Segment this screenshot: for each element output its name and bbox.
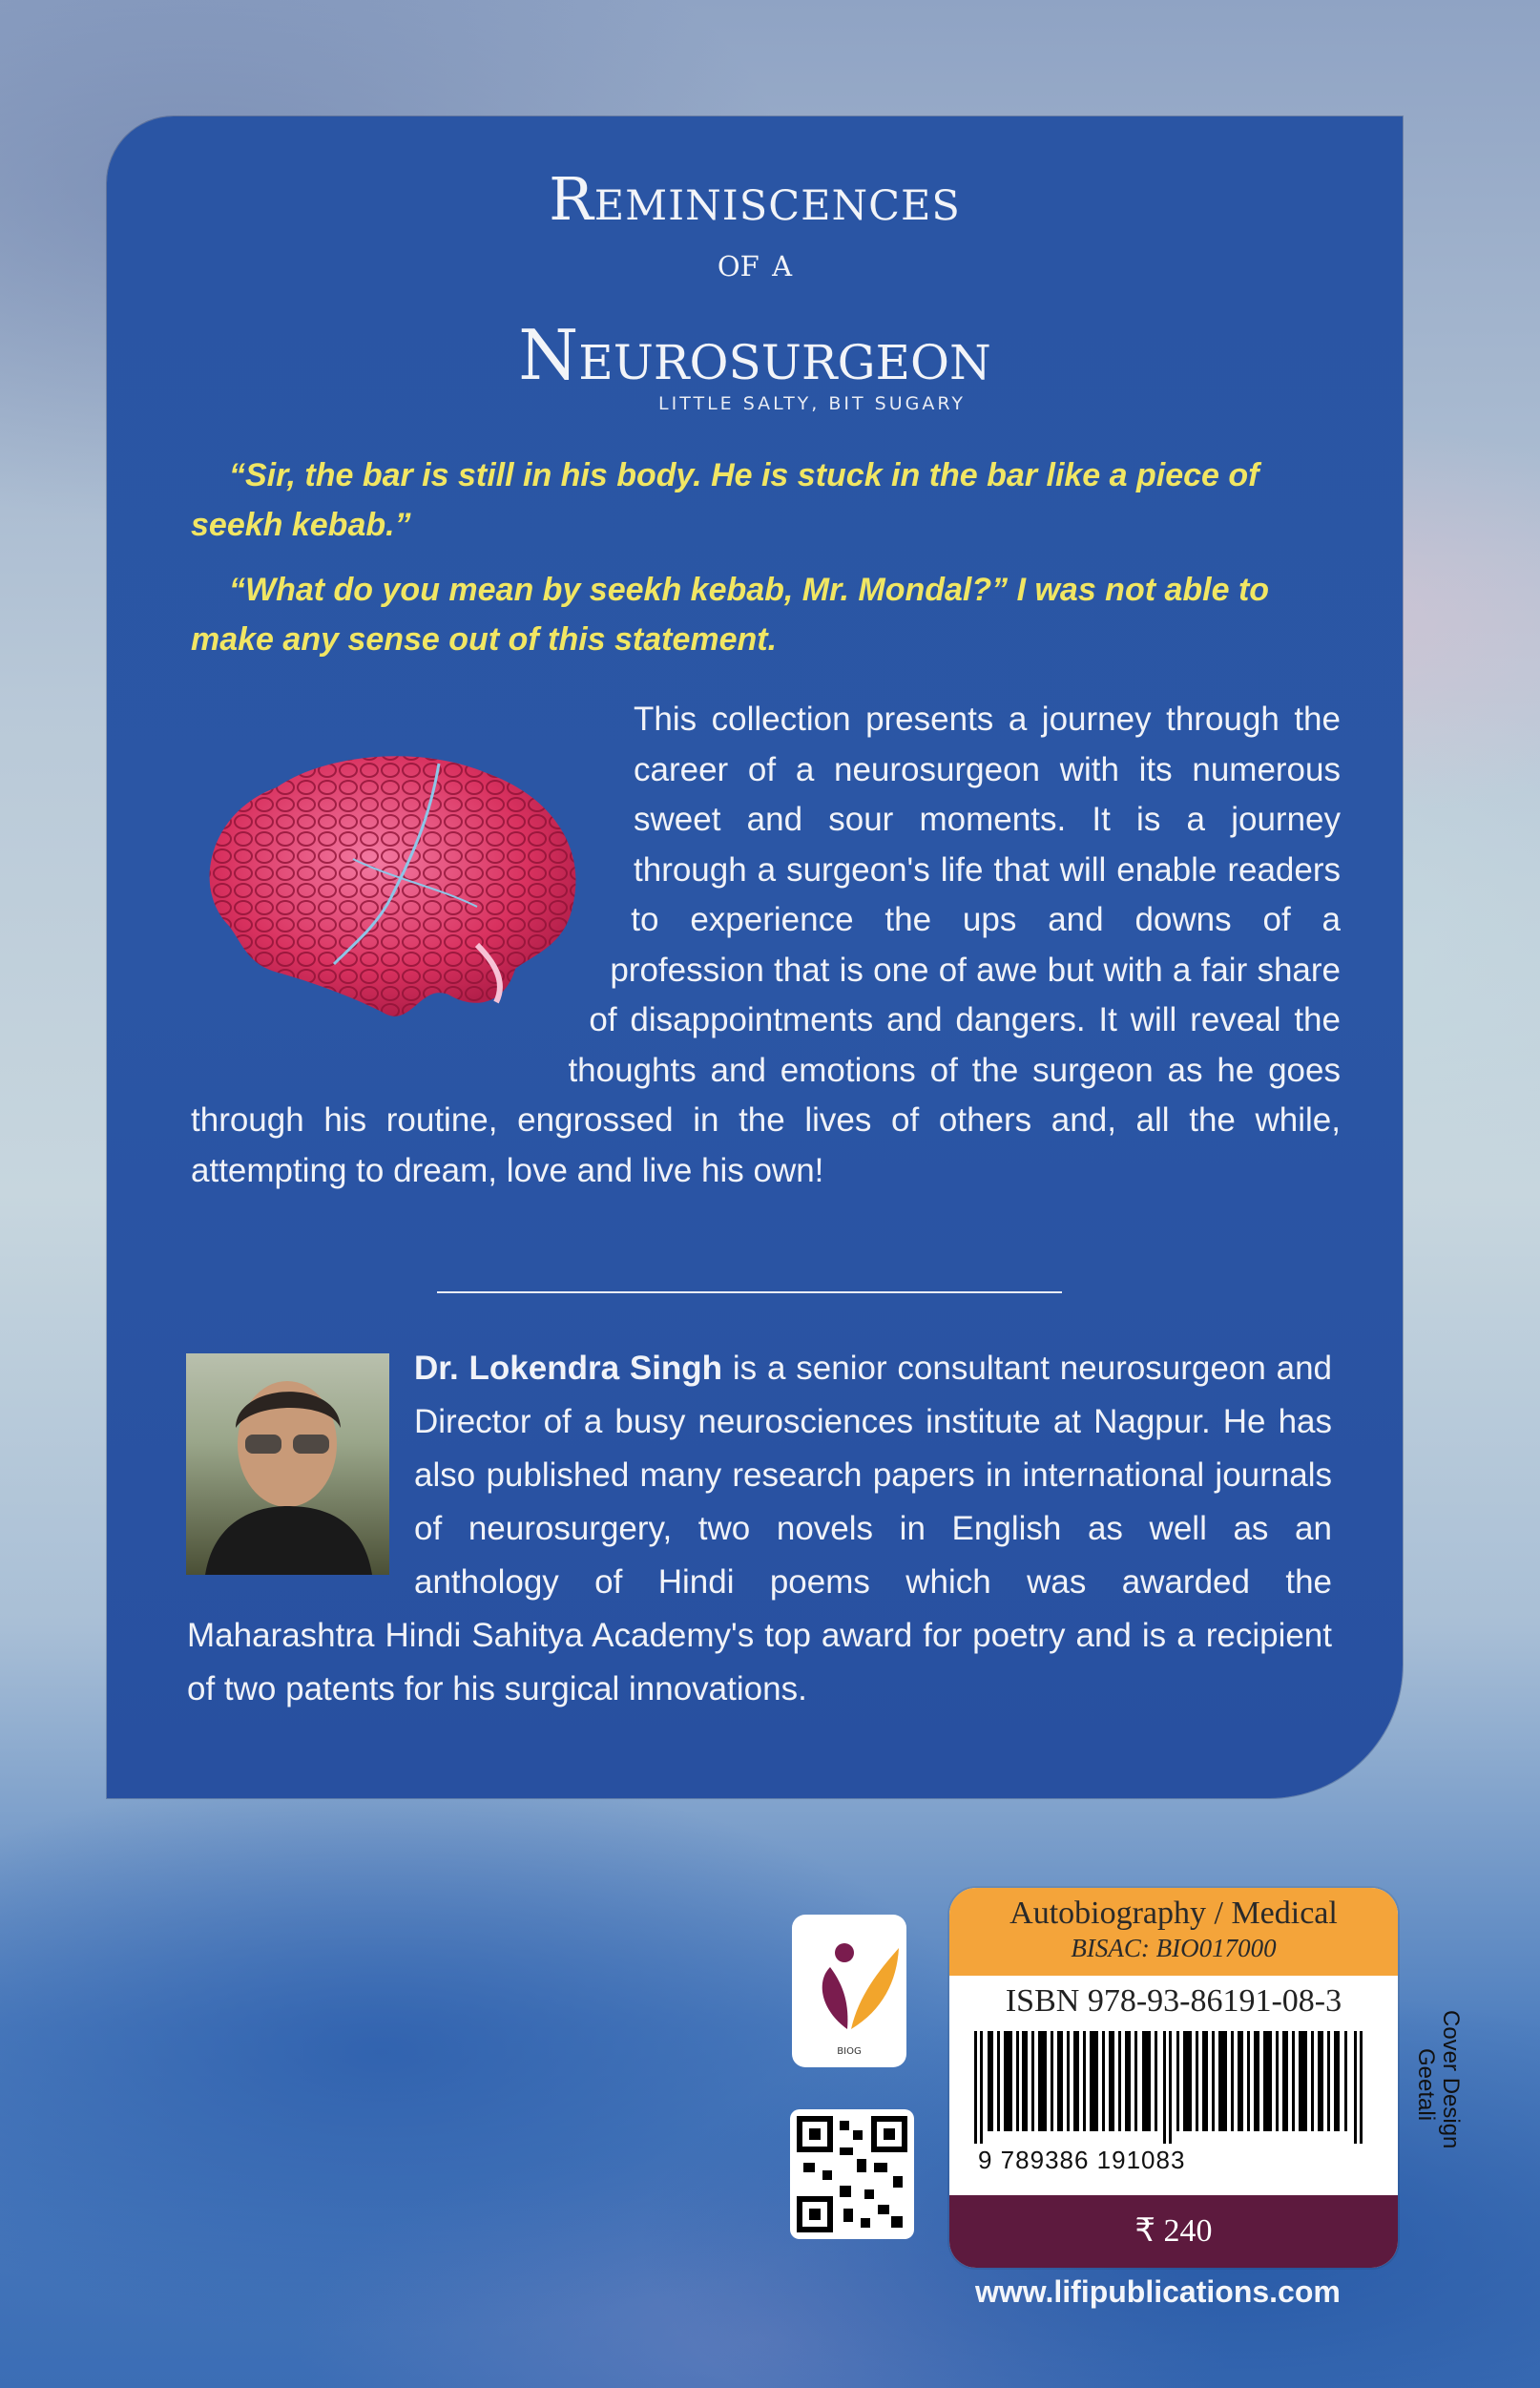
cover-design-label: Cover Design — [1438, 2010, 1464, 2149]
author-bio-text: is a senior consultant neurosurgeon and Director of a busy neurosciences institute at Nagpur. He has also published many research papers in international journals of neurosurgery, two novels in English as well as an anthology of Hindi poems which was awarded the Maharashtra Hindi Sahitya Academy's top award for poetry and is a recipient of two patents for his surgical innovations. — [187, 1350, 1332, 1707]
book-category: Autobiography / Medical — [1009, 1896, 1338, 1931]
qr-code[interactable] — [790, 2109, 914, 2239]
barcode-digits: 9 789386 191083 — [978, 2146, 1186, 2174]
quote-2: “What do you mean by seekh kebab, Mr. Mondal?” I was not able to make any sense out of this statement. — [191, 572, 1270, 658]
cover-designer-name: Geetali — [1413, 2048, 1439, 2122]
cover-design-credit — [1413, 2010, 1488, 2220]
section-divider — [437, 1291, 1062, 1293]
title-line-3: Neurosurgeon — [518, 315, 991, 395]
title-line-2: of a — [717, 239, 793, 285]
publisher-logo — [792, 1915, 906, 2067]
publisher-website[interactable]: www.lifipublications.com — [975, 2274, 1341, 2309]
title-line-1: Reminiscences — [549, 164, 961, 234]
barcode — [974, 2031, 1365, 2144]
price: ₹ 240 — [949, 2195, 1398, 2268]
isbn-number: ISBN 978-93-86191-08-3 — [1005, 1983, 1342, 2019]
description-text: This collection presents a journey through the career of a neurosurgeon with its numerous sweet and sour moments. It is a journey through a surgeon's life that will enable readers to experience the ups and downs of a profession that is one of awe but with a fair share of disappointments and dangers. It will reveal the thoughts and emotions of the surgeon as he goes through his routine, engrossed in the lives of others and, all the while, attempting to dream, love and live his own! — [191, 701, 1341, 1189]
quote-1: “Sir, the bar is still in his body. He is stuck in the bar like a piece of seekh kebab.” — [191, 457, 1259, 543]
book-tagline: LITTLE SALTY, BIT SUGARY — [658, 393, 966, 414]
author-photo — [186, 1353, 389, 1575]
isbn-category-band — [949, 1888, 1398, 1976]
bisac-code: BISAC: BIO017000 — [1071, 1934, 1277, 1962]
isbn-box — [949, 1888, 1398, 2268]
brain-illustration — [191, 744, 601, 1031]
publisher-logo-label: BIOG — [837, 2046, 862, 2057]
publisher-leaf-icon — [792, 1915, 906, 2048]
author-name: Dr. Lokendra Singh — [414, 1350, 723, 1387]
